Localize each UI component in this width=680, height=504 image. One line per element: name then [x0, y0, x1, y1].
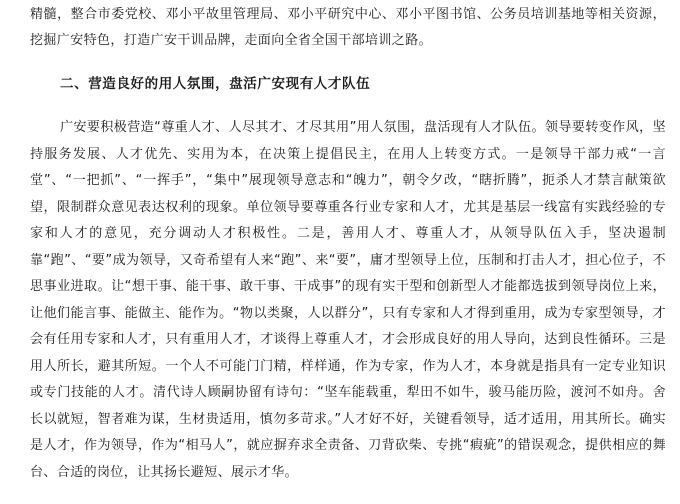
- intro-paragraph: 精髓，整合市委党校、邓小平故里管理局、邓小平研究中心、邓小平图书馆、公务员培训基地等相关资源，挖掘广安特色，打造广安干训品牌，走面向全省全国干部培训之路。: [30, 7, 666, 48]
- section-heading: 二、营造良好的用人氛围，盘活广安现有人才队伍: [60, 76, 371, 92]
- body-paragraph: 广安要积极营造“尊重人才、人尽其才、才尽其用”用人氛围，盘活现有人才队伍。领导要转变作风，坚持服务发展、人才优先、实用为本，在决策上提倡民主，在用人上转变方式。一是领导干部力戒“一言堂”、“一把抓”、“一挥手”，“集中”展现领导意志和“魄力”，朝令夕改，“瞎折腾”，扼杀人才禁言献策欲望，限制群众意见表达权利的现象。单位领导要尊重各行业专家和人才，尤其是基层一线富有实践经验的专家和人才的意见，充分调动人才积极性。二是，善用人才、尊重人才，从领导队伍入手，坚决遏制靠“跑”、“要”成为领导，又奇希望有人来“跑”、来“要”，庸才型领导上位，压制和打击人才，担心位子，不思事业进取。让“想干事、能干事、敢干事、干成事”的现有实干型和创新型人才能都选拔到领导岗位上来，让他们能言事、能做主、能作为。“物以类聚，人以群分”，只有专家和人才得到重用，成为专家型领导，才会有任用专家和人才，只有重用人才，才谈得上尊重人才，才会形成良好的用人导向，达到良性循环。三是用人所长，避其所短。一个人不可能门门精，样样通，作为专家，作为人才，本身就是指具有一定专业知识或专门技能的人才。清代诗人顾嗣协留有诗句：“坚车能载重，犁田不如牛，骏马能历险，渡河不如舟。舍长以就短，智者难为谋，生材贵适用，慎勿多苛求。”人才好不好，关键看领导，适才适用，用其所长。确实是人才，作为领导，作为“相马人”，就应摒弃求全责备、刀背砍柴、专挑“瘕疵”的错误观念，提供相应的舞台、合适的岗位，让其扬长避短、展示才华。: [30, 120, 666, 480]
